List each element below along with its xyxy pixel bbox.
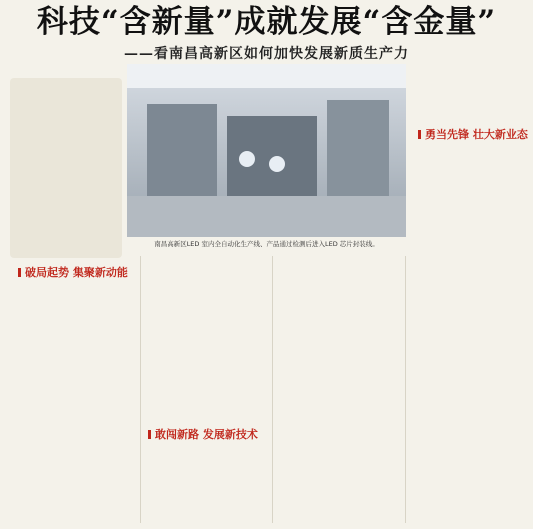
factory-photo bbox=[127, 64, 406, 237]
factory-photo-image bbox=[127, 64, 406, 237]
column-divider bbox=[405, 256, 406, 523]
section-heading: 敢闯新路 发展新技术 bbox=[148, 428, 258, 442]
intro-block bbox=[10, 78, 122, 258]
column-divider bbox=[140, 256, 141, 523]
headline: 科技“含新量”成就发展“含金量” bbox=[36, 4, 497, 40]
section-heading: 破局起势 集聚新动能 bbox=[18, 266, 128, 280]
subheadline: ——看南昌高新区如何加快发展新质生产力 bbox=[124, 46, 409, 62]
section-heading: 勇当先锋 壮大新业态 bbox=[418, 128, 528, 142]
photo-caption: 南昌高新区LED 室内全自动化生产线、产品通过检测后进入LED 芯片封装线。 bbox=[154, 240, 379, 248]
column-divider bbox=[272, 256, 273, 523]
